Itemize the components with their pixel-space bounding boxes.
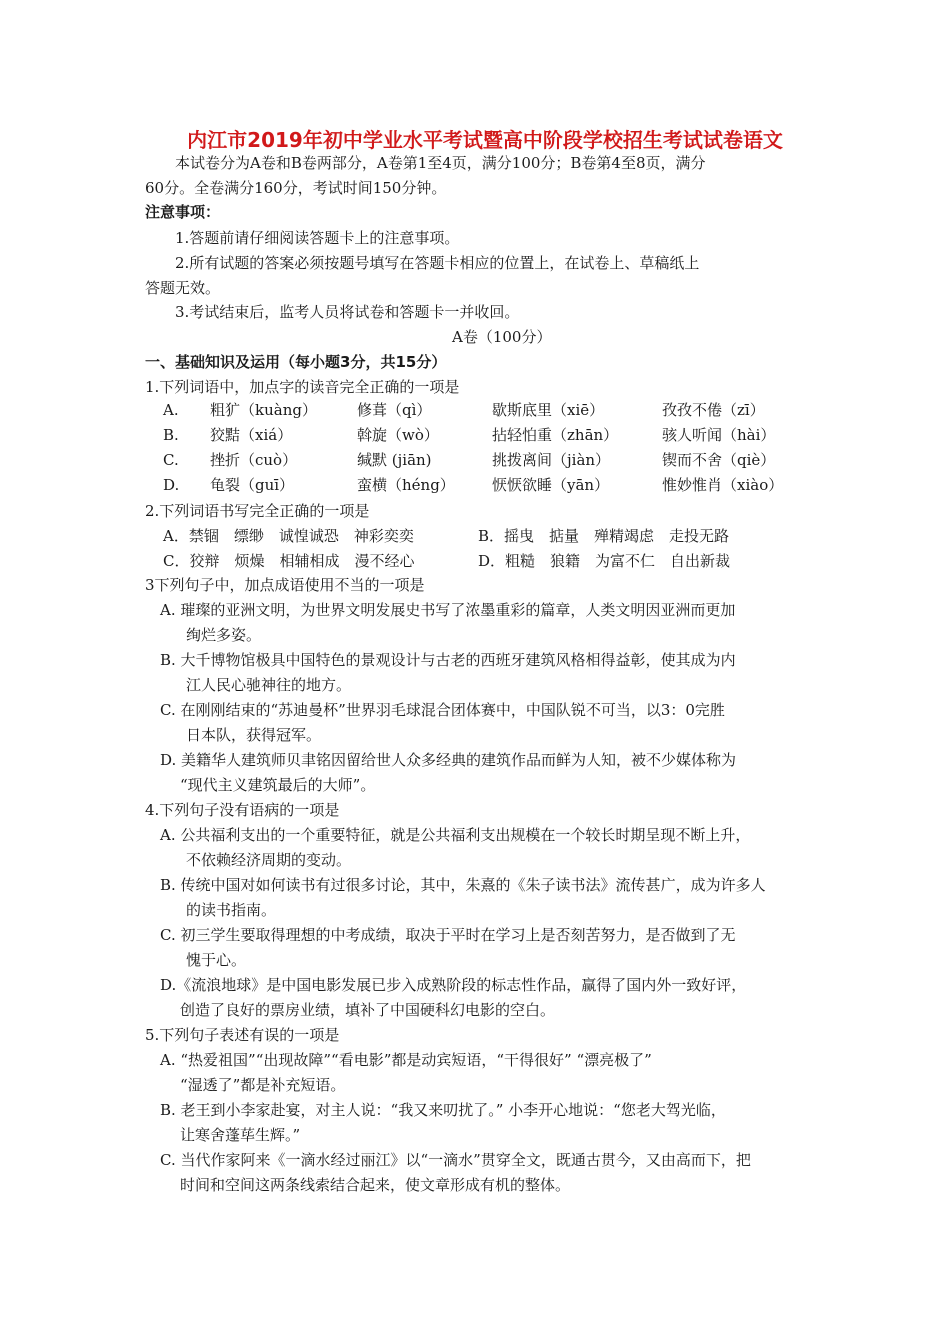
notes-item-2-cont: 答题无效。 bbox=[145, 279, 221, 297]
q1-option-a-2: 修葺（qì） bbox=[357, 401, 432, 419]
q2-option-b: B．摇曳 掂量 殚精竭虑 走投无路 bbox=[478, 527, 730, 545]
q1-option-a-1: 粗犷（kuàng） bbox=[210, 401, 317, 419]
q4-stem: 4.下列句子没有语病的一项是 bbox=[145, 801, 340, 819]
q2-option-c: C．狡辩 烦燥 相辅相成 漫不经心 bbox=[163, 552, 415, 570]
q4-option-d: D.《流浪地球》是中国电影发展已步入成熟阶段的标志性作品，赢得了国内外一致好评， bbox=[160, 976, 747, 994]
q4-option-d-cont: 创造了良好的票房业绩，填补了中国硬科幻电影的空白。 bbox=[180, 1001, 556, 1019]
q1-option-d-2: 蛮横（héng） bbox=[357, 476, 455, 494]
q1-row-label: A. bbox=[163, 401, 179, 419]
q1-stem: 1.下列词语中，加点字的读音完全正确的一项是 bbox=[145, 378, 460, 396]
notes-heading: 注意事项： bbox=[145, 203, 221, 221]
q3-option-a-cont: 绚烂多姿。 bbox=[186, 626, 262, 644]
q5-option-b: B. 老王到小李家赴宴，对主人说：“我又来叨扰了。” 小李开心地说：“您老大驾光临， bbox=[160, 1101, 726, 1119]
q2-stem: 2.下列词语书写完全正确的一项是 bbox=[145, 502, 370, 520]
paper-a-heading: A卷（100分） bbox=[452, 328, 552, 346]
q1-option-b-4: 骇人听闻（hài） bbox=[662, 426, 776, 444]
q5-option-c: C. 当代作家阿来《一滴水经过丽江》以“一滴水”贯穿全文，既通古贯今，又由高而下，把 bbox=[160, 1151, 751, 1169]
q4-option-c: C. 初三学生要取得理想的中考成绩，取决于平时在学习上是否刻苦努力，是否做到了无 bbox=[160, 926, 736, 944]
q1-option-d-3: 恹恹欲睡（yān） bbox=[492, 476, 610, 494]
notes-item-1: 1.答题前请仔细阅读答题卡上的注意事项。 bbox=[175, 229, 460, 247]
q1-option-a-3: 歇斯底里（xiē） bbox=[492, 401, 605, 419]
q4-option-b: B. 传统中国对如何读书有过很多讨论，其中，朱熹的《朱子读书法》流传甚广，成为许多人 bbox=[160, 876, 766, 894]
q3-option-a: A. 璀璨的亚洲文明，为世界文明发展史书写了浓墨重彩的篇章，人类文明因亚洲而更加 bbox=[160, 601, 736, 619]
intro-line-2: 60分。全卷满分160分，考试时间150分钟。 bbox=[145, 179, 447, 197]
q3-stem: 3下列句子中，加点成语使用不当的一项是 bbox=[145, 576, 425, 594]
q2-option-d: D．粗糙 狼籍 为富不仁 自出新裁 bbox=[478, 552, 731, 570]
notes-item-3: 3.考试结束后，监考人员将试卷和答题卡一并收回。 bbox=[175, 303, 520, 321]
q3-option-d: D. 美籍华人建筑师贝聿铭因留给世人众多经典的建筑作品而鲜为人知，被不少媒体称为 bbox=[160, 751, 737, 769]
q1-row-label: B. bbox=[163, 426, 179, 444]
q1-row-label: C. bbox=[163, 451, 179, 469]
q1-option-c-1: 挫折（cuò） bbox=[210, 451, 298, 469]
q4-option-c-cont: 愧于心。 bbox=[186, 951, 247, 969]
q3-option-b: B. 大千博物馆极具中国特色的景观设计与古老的西班牙建筑风格相得益彰，使其成为内 bbox=[160, 651, 736, 669]
q3-option-c: C. 在刚刚结束的“苏迪曼杯”世界羽毛球混合团体赛中，中国队锐不可当，以3：0完胜 bbox=[160, 701, 725, 719]
q1-option-d-1: 龟裂（guī） bbox=[210, 476, 295, 494]
q3-option-d-cont: “现代主义建筑最后的大师”。 bbox=[180, 776, 376, 794]
q1-option-c-4: 锲而不舍（qiè） bbox=[662, 451, 776, 469]
q5-stem: 5.下列句子表述有误的一项是 bbox=[145, 1026, 340, 1044]
q2-option-a: A．禁锢 缥缈 诚惶诚恐 神彩奕奕 bbox=[163, 527, 414, 545]
q5-option-a: A. “热爱祖国”“出现故障”“看电影”都是动宾短语，“干得很好” “漂亮极了” bbox=[160, 1051, 652, 1069]
q1-option-d-4: 惟妙惟肖（xiào） bbox=[662, 476, 784, 494]
q1-option-b-1: 狡黠（xiá） bbox=[210, 426, 293, 444]
q5-option-c-cont: 时间和空间这两条线索结合起来，使文章形成有机的整体。 bbox=[180, 1176, 571, 1194]
notes-item-2: 2.所有试题的答案必须按题号填写在答题卡相应的位置上，在试卷上、草稿纸上 bbox=[175, 254, 700, 272]
q3-option-b-cont: 江人民心驰神往的地方。 bbox=[186, 676, 352, 694]
exam-title: 内江市2019年初中学业水平考试暨高中阶段学校招生考试试卷语文 bbox=[187, 128, 783, 152]
q1-option-b-2: 斡旋（wò） bbox=[357, 426, 439, 444]
q5-option-a-cont: “湿透了”都是补充短语。 bbox=[180, 1076, 346, 1094]
q4-option-b-cont: 的读书指南。 bbox=[186, 901, 277, 919]
q4-option-a-cont: 不依赖经济周期的变动。 bbox=[186, 851, 352, 869]
q4-option-a: A. 公共福利支出的一个重要特征，就是公共福利支出规模在一个较长时期呈现不断上升， bbox=[160, 826, 751, 844]
q5-option-b-cont: 让寒舍蓬荜生辉。” bbox=[180, 1126, 301, 1144]
intro-line-1: 本试卷分为A卷和B卷两部分，A卷第1至4页，满分100分；B卷第4至8页，满分 bbox=[175, 154, 706, 172]
q3-option-c-cont: 日本队，获得冠军。 bbox=[186, 726, 322, 744]
q1-row-label: D. bbox=[163, 476, 180, 494]
q1-option-c-3: 挑拨离间（jiàn） bbox=[492, 451, 611, 469]
q1-option-b-3: 拈轻怕重（zhān） bbox=[492, 426, 619, 444]
section-1-heading: 一、基础知识及运用（每小题3分，共15分） bbox=[145, 353, 447, 371]
q1-option-a-4: 孜孜不倦（zī） bbox=[662, 401, 765, 419]
q1-option-c-2: 缄默 (jiān) bbox=[357, 451, 432, 469]
